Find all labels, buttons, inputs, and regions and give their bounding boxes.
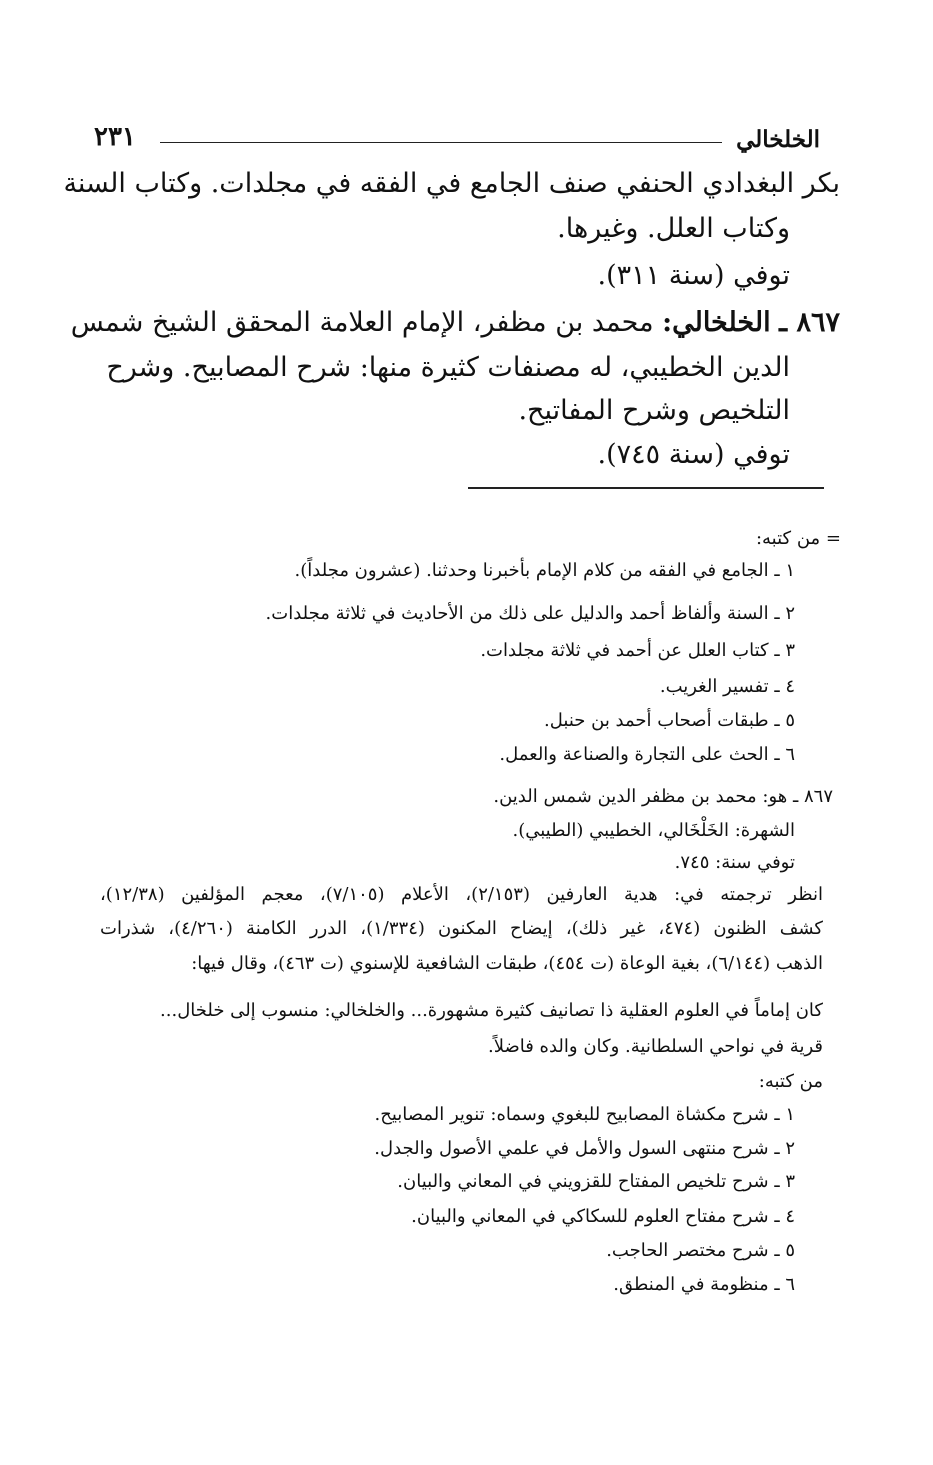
footnote-list-item: ١ ـ الجامع في الفقه من كلام الإمام بأخبرنا وحدثنا. (عشرون مجلداً).: [294, 560, 795, 581]
entry-heading: [70, 307, 840, 338]
footnote-line: = من كتبه:: [755, 528, 841, 549]
footnote-quote-line: قرية في نواحي السلطانية. وكان والده فاضلاً.: [488, 1036, 823, 1057]
main-line: وكتاب العلل. وغيرها.: [557, 213, 790, 244]
main-text: [63, 168, 840, 488]
main-line: التلخيص وشرح المفاتيح.: [518, 395, 790, 426]
footnote-list-item: ٦ ـ الحث على التجارة والصناعة والعمل.: [499, 744, 795, 765]
main-line: الدين الخطيبي، له مصنفات كثيرة منها: شرح المصابيح. وشرح: [106, 352, 790, 383]
footnote-list-item: ٢ ـ شرح منتهى السول والأمل في علمي الأصول والجدل.: [374, 1138, 795, 1159]
footnote-list-item: ١ ـ شرح مكشاة المصابيح للبغوي وسماه: تنوير المصابيح.: [374, 1104, 795, 1125]
page-number: ٢٣١: [94, 122, 136, 152]
footnote-line: من كتبه:: [758, 1071, 823, 1092]
running-title: الخلخالي: [736, 126, 820, 153]
footnote-list-item: ٦ ـ منظومة في المنطق.: [613, 1274, 795, 1295]
footnote-list-item: ٢ ـ السنة وألفاظ أحمد والدليل على ذلك من الأحاديث في ثلاثة مجلدات.: [265, 603, 795, 624]
entry-number: ٨٦٧ ـ: [779, 307, 840, 338]
footnote-list-item: ٤ ـ تفسير الغريب.: [659, 676, 795, 697]
footnote-list-item: ٥ ـ طبقات أصحاب أحمد بن حنبل.: [544, 710, 795, 731]
footnote-list-item: ٤ ـ شرح مفتاح العلوم للسكاكي في المعاني والبيان.: [411, 1206, 795, 1227]
footnote-quote-line: كان إماماً في العلوم العقلية ذا تصانيف كثيرة مشهورة... والخلخالي: منسوب إلى خلخال...: [160, 1000, 823, 1021]
footnote-list-item: ٣ ـ شرح تلخيص المفتاح للقزويني في المعاني والبيان.: [397, 1171, 795, 1192]
footnote-list-item: ٥ ـ شرح مختصر الحاجب.: [606, 1240, 795, 1261]
entry-name: الخلخالي:: [662, 307, 771, 338]
footnotes: [100, 528, 841, 1308]
footnote-separator: [468, 487, 824, 489]
footnote-line: توفي سنة: ٧٤٥.: [674, 852, 795, 873]
footnote-heading: ٨٦٧ ـ هو: محمد بن مظفر الدين شمس الدين.: [493, 786, 833, 807]
main-line: توفي (سنة ٣١١).: [597, 260, 790, 291]
footnote-ref-line: انظر ترجمته في: هدية العارفين (٢/١٥٣)، الأعلام (٧/١٠٥)، معجم المؤلفين (١٢/٣٨)،: [100, 884, 823, 905]
footnote-ref-line: الذهب (٦/١٤٤)، بغية الوعاة (ت ٤٥٤)، طبقات الشافعية للإسنوي (ت ٤٦٣)، وقال فيها:: [191, 953, 823, 974]
entry-text: محمد بن مظفر، الإمام العلامة المحقق الشيخ شمس: [70, 307, 654, 338]
page-header: [80, 120, 840, 160]
footnote-ref-line: كشف الظنون (٤٧٤، غير ذلك)، إيضاح المكنون (١/٣٣٤)، الدرر الكامنة (٤/٢٦٠)، شذرات: [100, 918, 823, 939]
main-line: توفي (سنة ٧٤٥).: [597, 439, 790, 470]
main-line: بكر البغدادي الحنفي صنف الجامع في الفقه في مجلدات. وكتاب السنة: [63, 168, 840, 199]
header-rule: [160, 142, 722, 143]
footnote-list-item: ٣ ـ كتاب العلل عن أحمد في ثلاثة مجلدات.: [480, 640, 795, 661]
footnote-line: الشهرة: الخَلْخَالي، الخطيبي (الطيبي).: [512, 820, 795, 841]
